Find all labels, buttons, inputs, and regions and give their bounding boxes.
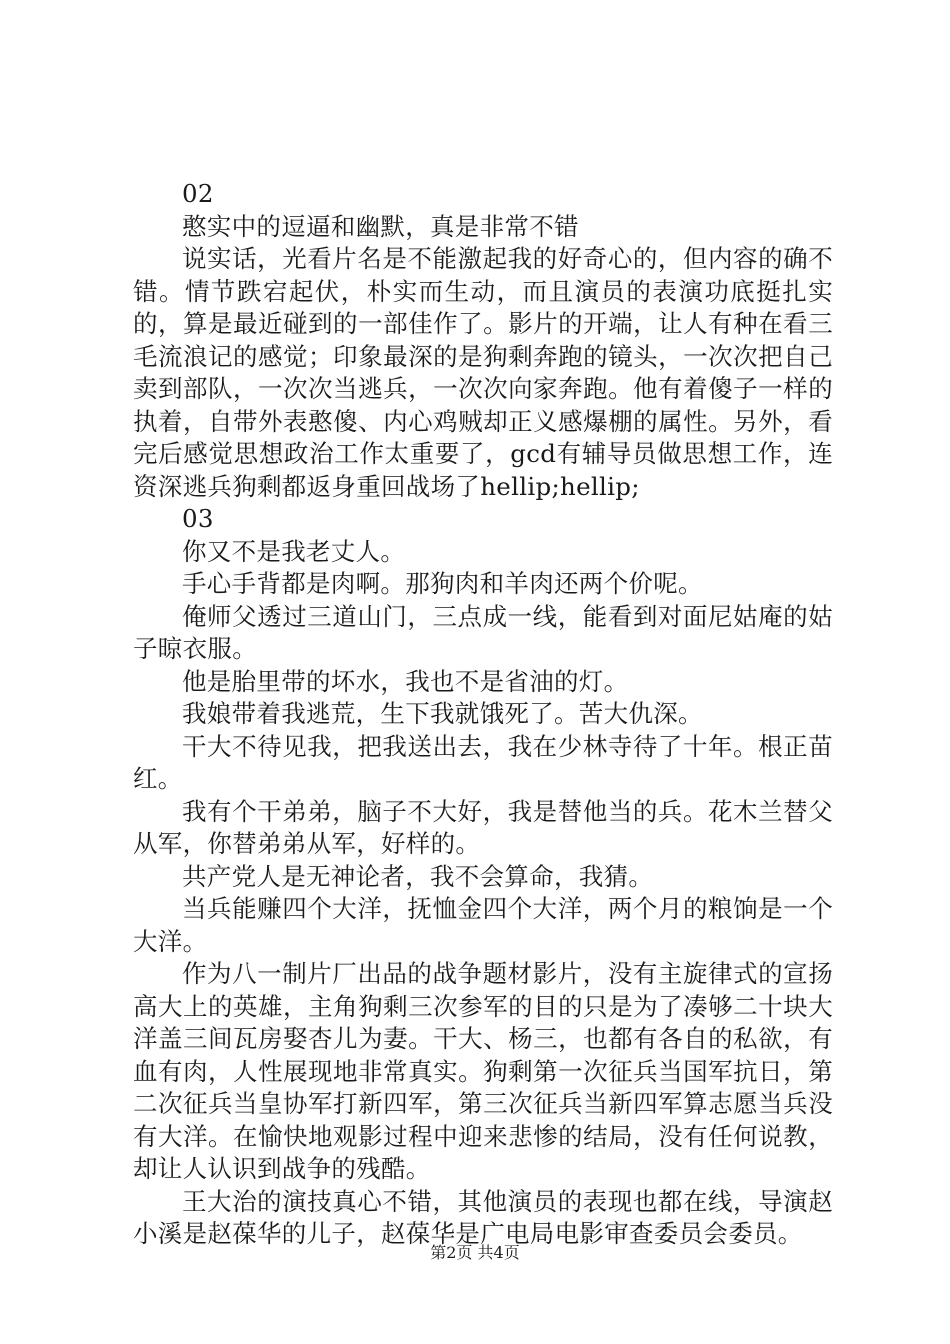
section-number: 03 (182, 504, 214, 533)
quote-line: 他是胎里带的坏水，我也不是省油的灯。 (182, 666, 629, 696)
quote-line: 共产党人是无神论者，我不会算命，我猜。 (182, 861, 654, 891)
body-paragraph: 说实话，光看片名是不能激起我的好奇心的，但内容的确不错。情节跌宕起伏，朴实而生动，而且演员的表演功底挺扎实的，算是最近碰到的一部佳作了。影片的开端，让人有种在看三毛流浪记的感觉；印象最深的是狗剩奔跑的镜头，一次次把自己卖到部队，一次次当逃兵，一次次向家奔跑。他有着傻子一样的执着，自带外表憨傻、内心鸡贼却正义感爆棚的属性。另外，看完后感觉思想政治工作太重要了，gcd有辅导员做思想工作，连资深逃兵狗剩都返身重回战场了hellip;hellip; (133, 244, 833, 501)
section-title: 憨实中的逗逼和幽默，真是非常不错 (182, 211, 579, 241)
quote-line: 俺师父透过三道山门，三点成一线，能看到对面尼姑庵的姑子晾衣服。 (133, 601, 833, 663)
quote-line: 我娘带着我逃荒，生下我就饿死了。苦大仇深。 (182, 699, 703, 728)
page-footer: 第2页 共4页 (430, 1243, 520, 1262)
document-body (133, 178, 833, 1251)
body-paragraph: 作为八一制片厂出品的战争题材影片，没有主旋律式的宣扬高大上的英雄，主角狗剩三次参军的目的只是为了凑够二十块大洋盖三间瓦房娶杏儿为妻。干大、杨三，也都有各自的私欲，有血有肉，人性展现地非常真实。狗剩第一次征兵当国军抗日，第二次征兵当皇协军打新四军，第三次征兵当新四军算志愿当兵没有大洋。在愉快地观影过程中迎来悲惨的结局，没有任何说教，却让人认识到战争的残酷。 (133, 959, 833, 1183)
body-paragraph: 王大治的演技真心不错，其他演员的表现也都在线，导演赵小溪是赵葆华的儿子，赵葆华是广电局电影审查委员会委员。 (133, 1186, 833, 1248)
section-number: 02 (182, 179, 214, 208)
quote-line: 手心手背都是肉啊。那狗肉和羊肉还两个价呢。 (182, 569, 703, 598)
quote-line: 当兵能赚四个大洋，抚恤金四个大洋，两个月的粮饷是一个大洋。 (133, 894, 833, 956)
quote-line: 你又不是我老丈人。 (182, 536, 406, 566)
quote-line: 我有个干弟弟，脑子不大好，我是替他当的兵。花木兰替父从军，你替弟弟从军，好样的。 (133, 796, 833, 858)
quote-line: 干大不待见我，把我送出去，我在少林寺待了十年。根正苗红。 (133, 731, 833, 793)
